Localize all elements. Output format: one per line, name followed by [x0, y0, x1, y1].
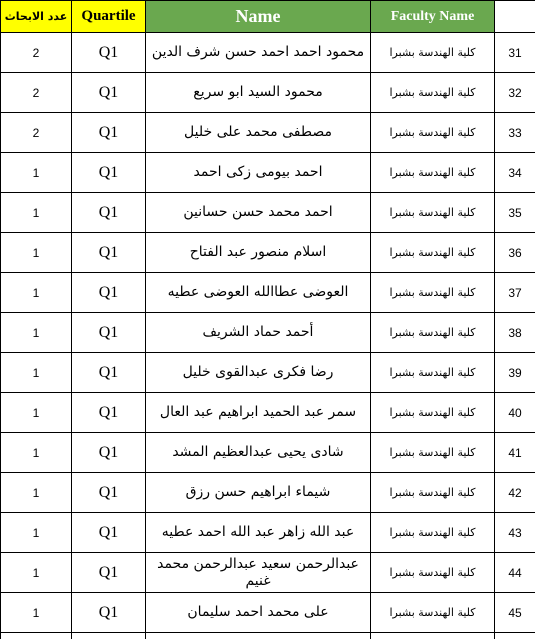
- quartile-cell[interactable]: Q1: [72, 233, 146, 273]
- count-cell[interactable]: 1: [1, 353, 72, 393]
- name-cell[interactable]: مصطفى محمد على خليل: [146, 113, 371, 153]
- row-number-cell[interactable]: 32: [495, 73, 535, 113]
- name-cell[interactable]: رضا فكرى عبدالقوى خليل: [146, 353, 371, 393]
- table-row: [1, 233, 535, 273]
- name-cell[interactable]: أحمد حماد الشريف: [146, 313, 371, 353]
- count-cell[interactable]: 1: [1, 553, 72, 593]
- quartile-cell[interactable]: Q1: [72, 33, 146, 73]
- row-number-cell[interactable]: 37: [495, 273, 535, 313]
- row-number-cell[interactable]: 44: [495, 553, 535, 593]
- header-name[interactable]: Name: [146, 1, 371, 33]
- faculty-cell[interactable]: كلية الهندسة بشبرا: [371, 393, 495, 433]
- table-row: [1, 393, 535, 433]
- quartile-cell[interactable]: Q1: [72, 153, 146, 193]
- row-number-cell[interactable]: 45: [495, 593, 535, 633]
- quartile-cell[interactable]: Q1: [72, 113, 146, 153]
- table-row: [1, 153, 535, 193]
- quartile-cell[interactable]: Q1: [72, 473, 146, 513]
- faculty-cell[interactable]: كلية الهندسة بشبرا: [371, 513, 495, 553]
- table-row: [1, 73, 535, 113]
- name-cell[interactable]: محمود احمد احمد حسن شرف الدين: [146, 33, 371, 73]
- table-row: [1, 113, 535, 153]
- faculty-cell[interactable]: كلية الهندسة بشبرا: [371, 33, 495, 73]
- table-row-partial: [1, 633, 535, 639]
- faculty-cell[interactable]: كلية الهندسة بشبرا: [371, 433, 495, 473]
- row-number-cell[interactable]: 31: [495, 33, 535, 73]
- faculty-cell[interactable]: كلية الهندسة بشبرا: [371, 273, 495, 313]
- count-cell[interactable]: 2: [1, 73, 72, 113]
- partial-cell[interactable]: [146, 633, 371, 639]
- row-number-cell[interactable]: 36: [495, 233, 535, 273]
- row-number-cell[interactable]: 35: [495, 193, 535, 233]
- table-row: [1, 193, 535, 233]
- row-number-cell[interactable]: 41: [495, 433, 535, 473]
- quartile-cell[interactable]: Q1: [72, 313, 146, 353]
- partial-cell[interactable]: [72, 633, 146, 639]
- row-number-cell[interactable]: 33: [495, 113, 535, 153]
- name-cell[interactable]: العوضى عطاالله العوضى عطيه: [146, 273, 371, 313]
- quartile-cell[interactable]: Q1: [72, 393, 146, 433]
- row-number-cell[interactable]: 40: [495, 393, 535, 433]
- name-cell[interactable]: احمد محمد حسن حسانين: [146, 193, 371, 233]
- quartile-cell[interactable]: Q1: [72, 553, 146, 593]
- name-cell[interactable]: عبد الله زاهر عبد الله احمد عطيه: [146, 513, 371, 553]
- row-number-cell[interactable]: 42: [495, 473, 535, 513]
- count-cell[interactable]: 2: [1, 33, 72, 73]
- header-number[interactable]: [495, 1, 535, 33]
- partial-cell[interactable]: [1, 633, 72, 639]
- faculty-cell[interactable]: كلية الهندسة بشبرا: [371, 473, 495, 513]
- count-cell[interactable]: 1: [1, 593, 72, 633]
- count-cell[interactable]: 1: [1, 473, 72, 513]
- name-cell[interactable]: على محمد احمد سليمان: [146, 593, 371, 633]
- quartile-cell[interactable]: Q1: [72, 273, 146, 313]
- faculty-cell[interactable]: كلية الهندسة بشبرا: [371, 193, 495, 233]
- faculty-cell[interactable]: كلية الهندسة بشبرا: [371, 153, 495, 193]
- name-cell[interactable]: اسلام منصور عبد الفتاح: [146, 233, 371, 273]
- count-cell[interactable]: 1: [1, 433, 72, 473]
- count-cell[interactable]: 1: [1, 313, 72, 353]
- count-cell[interactable]: 1: [1, 513, 72, 553]
- name-cell[interactable]: احمد بيومى زكى احمد: [146, 153, 371, 193]
- table-row: [1, 553, 535, 593]
- count-cell[interactable]: 1: [1, 233, 72, 273]
- faculty-cell[interactable]: كلية الهندسة بشبرا: [371, 73, 495, 113]
- count-cell[interactable]: 1: [1, 153, 72, 193]
- faculty-cell[interactable]: كلية الهندسة بشبرا: [371, 233, 495, 273]
- faculty-cell[interactable]: كلية الهندسة بشبرا: [371, 313, 495, 353]
- faculty-cell[interactable]: كلية الهندسة بشبرا: [371, 113, 495, 153]
- name-cell[interactable]: عبدالرحمن سعيد عبدالرحمن محمد غنيم: [146, 553, 371, 593]
- name-cell[interactable]: شادى يحيى عبدالعظيم المشد: [146, 433, 371, 473]
- row-number-cell[interactable]: 38: [495, 313, 535, 353]
- faculty-cell[interactable]: كلية الهندسة بشبرا: [371, 353, 495, 393]
- quartile-cell[interactable]: Q1: [72, 353, 146, 393]
- count-cell[interactable]: 1: [1, 193, 72, 233]
- row-number-cell[interactable]: 43: [495, 513, 535, 553]
- table-row: [1, 593, 535, 633]
- table-header-row: [1, 1, 535, 33]
- table-row: [1, 353, 535, 393]
- quartile-cell[interactable]: Q1: [72, 193, 146, 233]
- table-row: [1, 273, 535, 313]
- name-cell[interactable]: شيماء ابراهيم حسن رزق: [146, 473, 371, 513]
- table-body: [1, 1, 535, 639]
- table-row: [1, 473, 535, 513]
- partial-cell[interactable]: [371, 633, 495, 639]
- table-row: [1, 433, 535, 473]
- count-cell[interactable]: 1: [1, 393, 72, 433]
- count-cell[interactable]: 2: [1, 113, 72, 153]
- quartile-cell[interactable]: Q1: [72, 433, 146, 473]
- quartile-cell[interactable]: Q1: [72, 73, 146, 113]
- header-faculty[interactable]: Faculty Name: [371, 1, 495, 33]
- name-cell[interactable]: سمر عبد الحميد ابراهيم عبد العال: [146, 393, 371, 433]
- faculty-cell[interactable]: كلية الهندسة بشبرا: [371, 553, 495, 593]
- name-cell[interactable]: محمود السيد ابو سريع: [146, 73, 371, 113]
- row-number-cell[interactable]: 34: [495, 153, 535, 193]
- partial-cell[interactable]: [495, 633, 535, 639]
- table-row: [1, 313, 535, 353]
- header-quartile[interactable]: Quartile: [72, 1, 146, 33]
- table-row: [1, 33, 535, 73]
- header-count[interactable]: عدد الابحاث: [1, 1, 72, 33]
- row-number-cell[interactable]: 39: [495, 353, 535, 393]
- quartile-cell[interactable]: Q1: [72, 513, 146, 553]
- quartile-cell[interactable]: Q1: [72, 593, 146, 633]
- count-cell[interactable]: 1: [1, 273, 72, 313]
- table-row: [1, 513, 535, 553]
- faculty-cell[interactable]: كلية الهندسة بشبرا: [371, 593, 495, 633]
